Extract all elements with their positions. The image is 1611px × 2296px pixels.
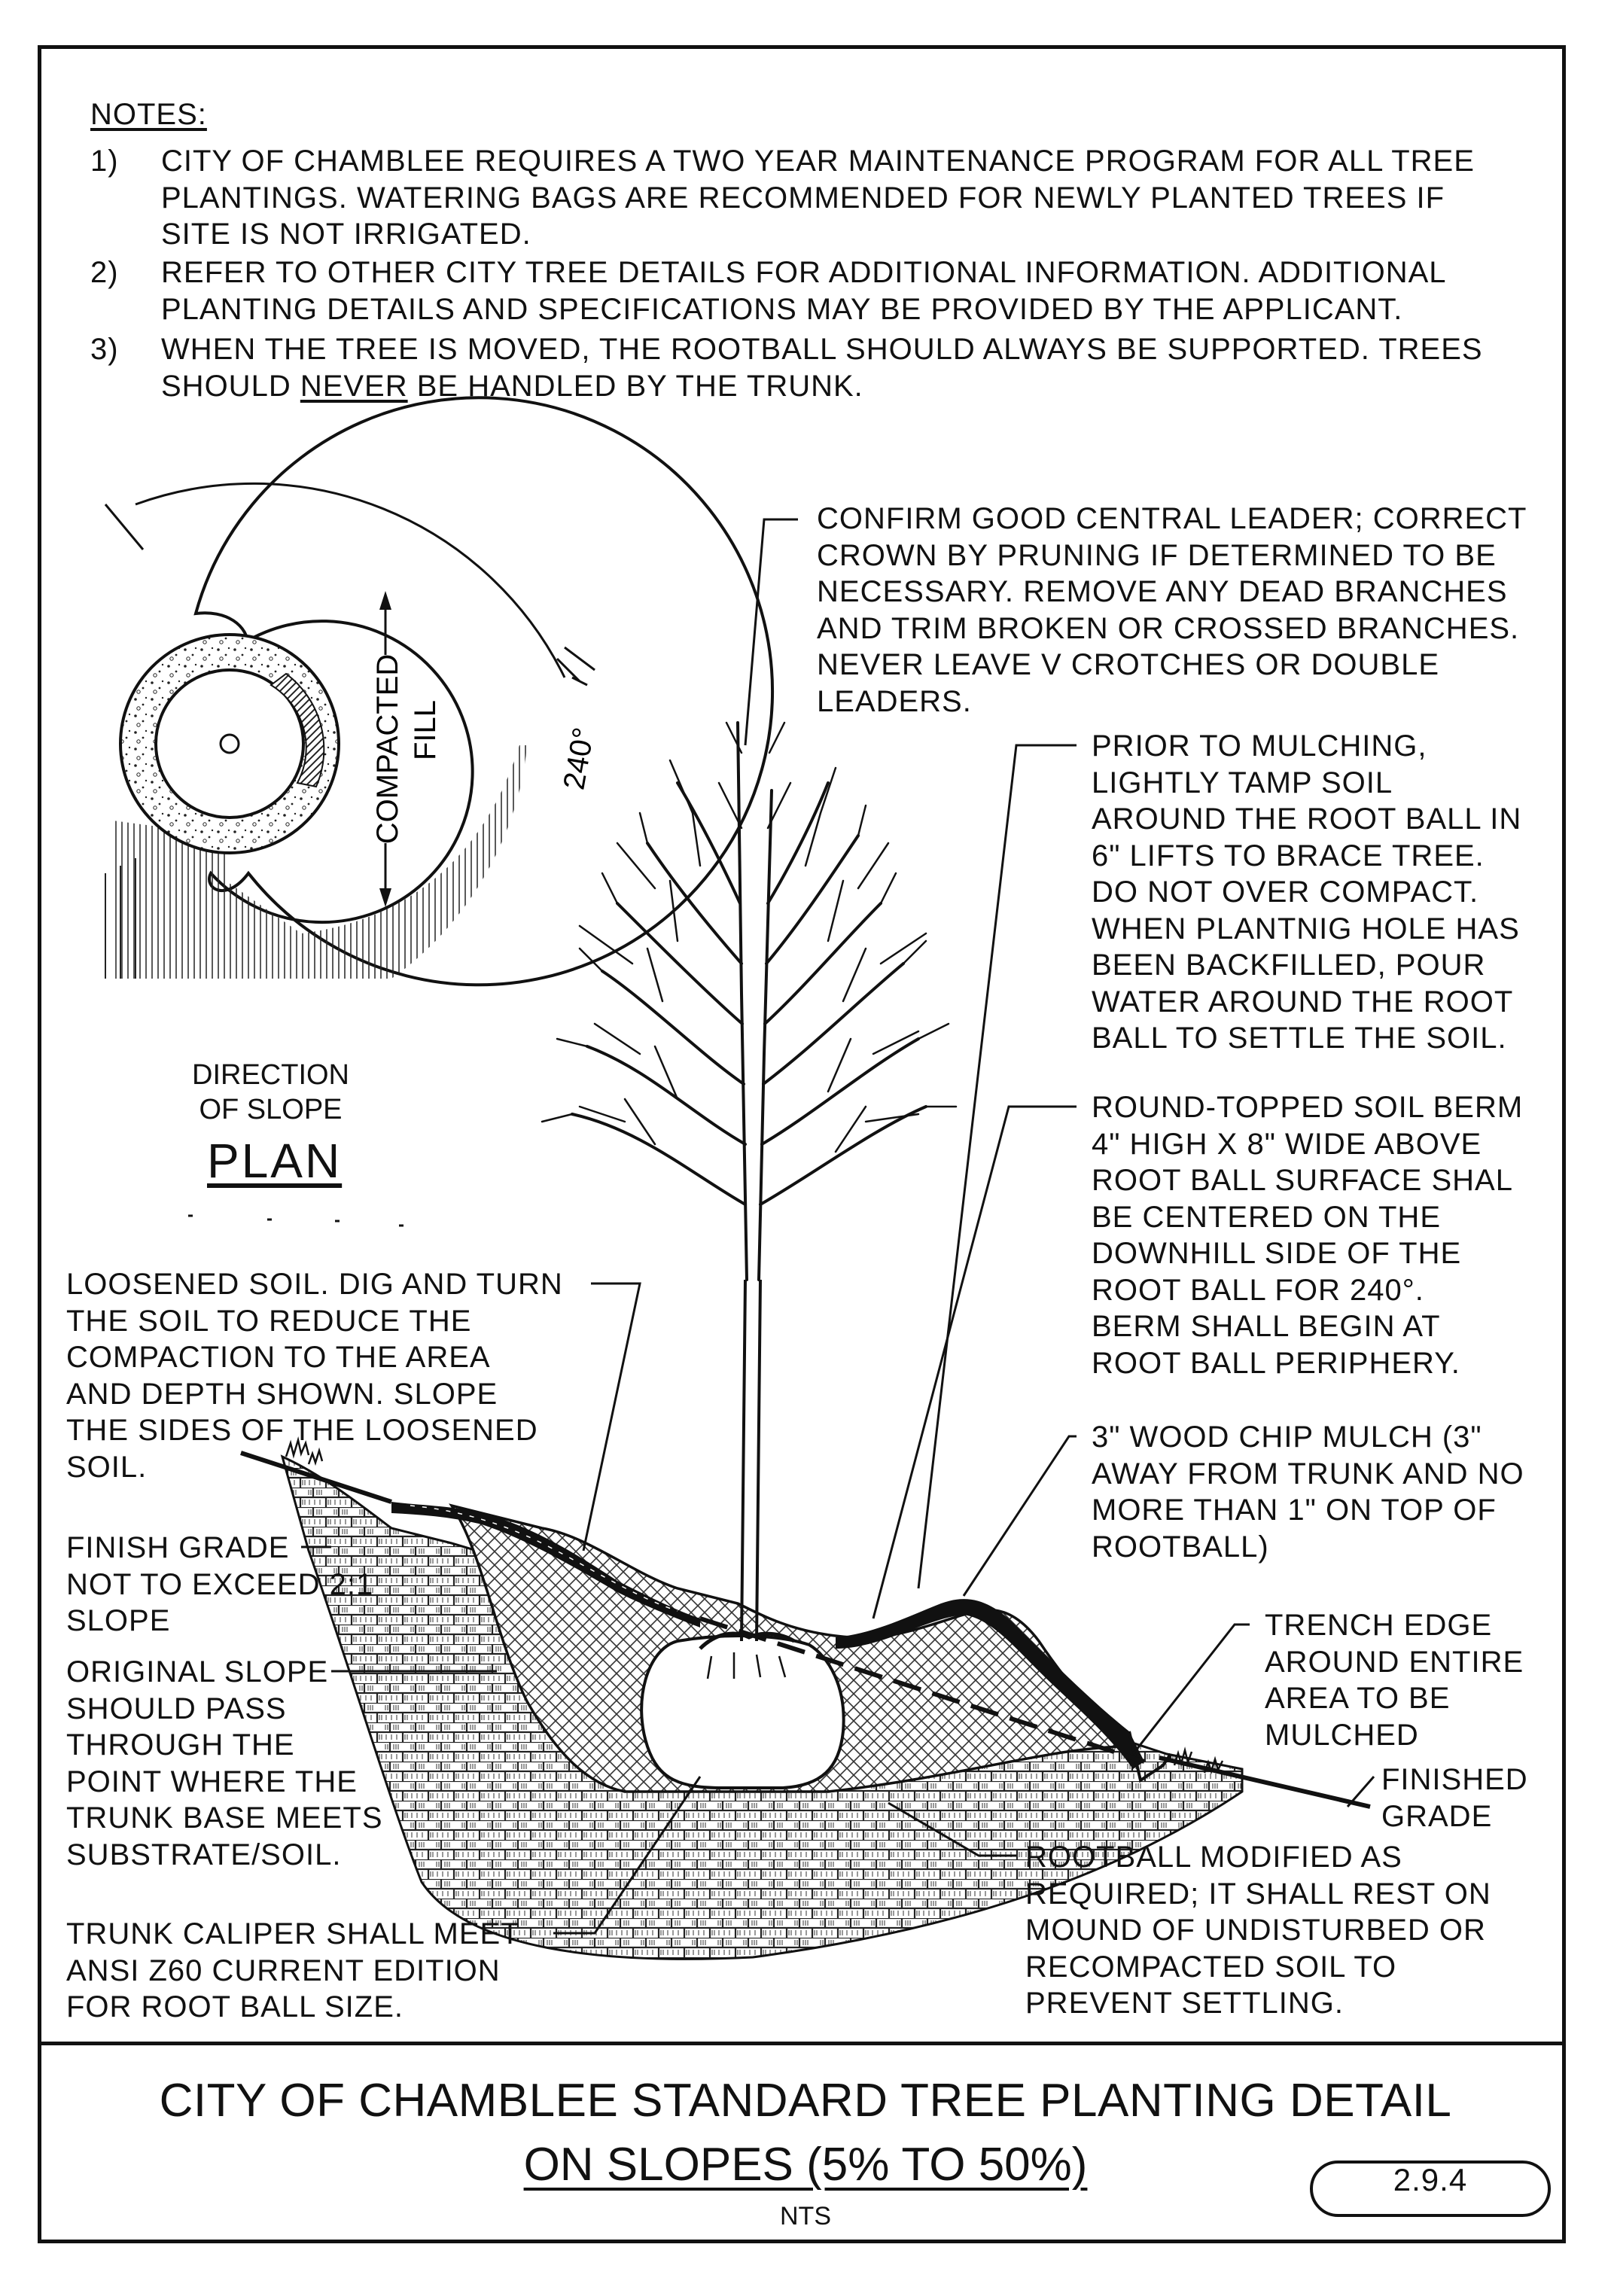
fill-label: FILL bbox=[409, 699, 442, 761]
scale-label: NTS bbox=[780, 2202, 831, 2231]
note-2-number: 2) bbox=[90, 256, 119, 289]
callout-central-leader: CONFIRM GOOD CENTRAL LEADER; CORRECT CROWN BY PRUNING IF DETERMINED TO BE NECESSARY. REMOVE ANY DEAD BRANCHES AND TRIM BROKEN OR CROSSED BRANCHES. NEVER LEAVE V CROTCHES OR DOUBLE LEADERS. bbox=[817, 502, 1527, 718]
note-3-text-end: BE HANDLED BY THE TRUNK. bbox=[407, 369, 863, 403]
angle-label: 240° bbox=[557, 725, 601, 793]
note-3-emphasis: NEVER bbox=[300, 369, 408, 403]
callout-trunk-caliper: TRUNK CALIPER SHALL MEET ANSI Z60 CURRENT EDITION FOR ROOT BALL SIZE. bbox=[66, 1917, 520, 2023]
callout-loosened-soil: LOOSENED SOIL. DIG AND TURN THE SOIL TO REDUCE THE COMPACTION TO THE AREA AND DEPTH SHOWN. SLOPE THE SIDES OF THE LOOSENED SOIL. bbox=[66, 1268, 563, 1484]
note-2-text: REFER TO OTHER CITY TREE DETAILS FOR ADDITIONAL INFORMATION. ADDITIONAL PLANTING DETAILS AND SPECIFICATIONS MAY BE PROVIDED BY THE APPLICANT. bbox=[161, 256, 1447, 326]
callout-mulching: PRIOR TO MULCHING, LIGHTLY TAMP SOIL AROUND THE ROOT BALL IN 6" LIFTS TO BRACE TREE. DO NOT OVER COMPACT. WHEN PLANTNIG HOLE HAS BEEN BACKFILLED, POUR WATER AROUND THE ROOT BALL TO SETTLE THE SOIL. bbox=[1092, 729, 1522, 1055]
callout-finish-grade: FINISH GRADE NOT TO EXCEED 2:1 SLOPE bbox=[66, 1531, 374, 1637]
callout-finished-grade: FINISHED GRADE bbox=[1381, 1763, 1528, 1833]
callout-rootball: ROOTBALL MODIFIED AS REQUIRED; IT SHALL REST ON MOUND OF UNDISTURBED OR RECOMPACTED SOIL TO PREVENT SETTLING. bbox=[1025, 1841, 1491, 2020]
note-1-number: 1) bbox=[90, 145, 119, 178]
plan-title: PLAN bbox=[207, 1134, 343, 1188]
note-3-number: 3) bbox=[90, 333, 119, 366]
direction-of-slope-label: DIRECTION OF SLOPE bbox=[192, 1059, 349, 1125]
note-1-text: CITY OF CHAMBLEE REQUIRES A TWO YEAR MAINTENANCE PROGRAM FOR ALL TREE PLANTINGS. WATERING BAGS ARE RECOMMENDED FOR NEWLY PLANTED TREES IF SITE IS NOT IRRIGATED. bbox=[161, 145, 1475, 251]
callout-soil-berm: ROUND-TOPPED SOIL BERM 4" HIGH X 8" WIDE ABOVE ROOT BALL SURFACE SHAL BE CENTERED ON THE DOWNHILL SIDE OF THE ROOT BALL FOR 240°. BERM SHALL BEGIN AT ROOT BALL PERIPHERY. bbox=[1092, 1091, 1524, 1380]
callout-original-slope: ORIGINAL SLOPE SHOULD PASS THROUGH THE POINT WHERE THE TRUNK BASE MEETS SUBSTRATE/SOIL. bbox=[66, 1655, 383, 1871]
notes-heading: NOTES: bbox=[90, 98, 207, 131]
callout-wood-chip-mulch: 3" WOOD CHIP MULCH (3" AWAY FROM TRUNK AND NO MORE THAN 1" ON TOP OF ROOTBALL) bbox=[1092, 1421, 1524, 1564]
subtitle-text: ON SLOPES (5% TO 50%) bbox=[523, 2139, 1088, 2191]
detail-number: 2.9.4 bbox=[1393, 2162, 1468, 2197]
callout-trench-edge: TRENCH EDGE AROUND ENTIRE AREA TO BE MULCHED bbox=[1265, 1609, 1524, 1752]
drawing-title: CITY OF CHAMBLEE STANDARD TREE PLANTING DETAIL bbox=[159, 2075, 1452, 2127]
compacted-label: COMPACTED bbox=[371, 653, 404, 845]
note-3-text-start: WHEN THE TREE IS MOVED, THE ROOTBALL SHOULD ALWAYS BE SUPPORTED. TREES SHOULD bbox=[161, 333, 1483, 403]
